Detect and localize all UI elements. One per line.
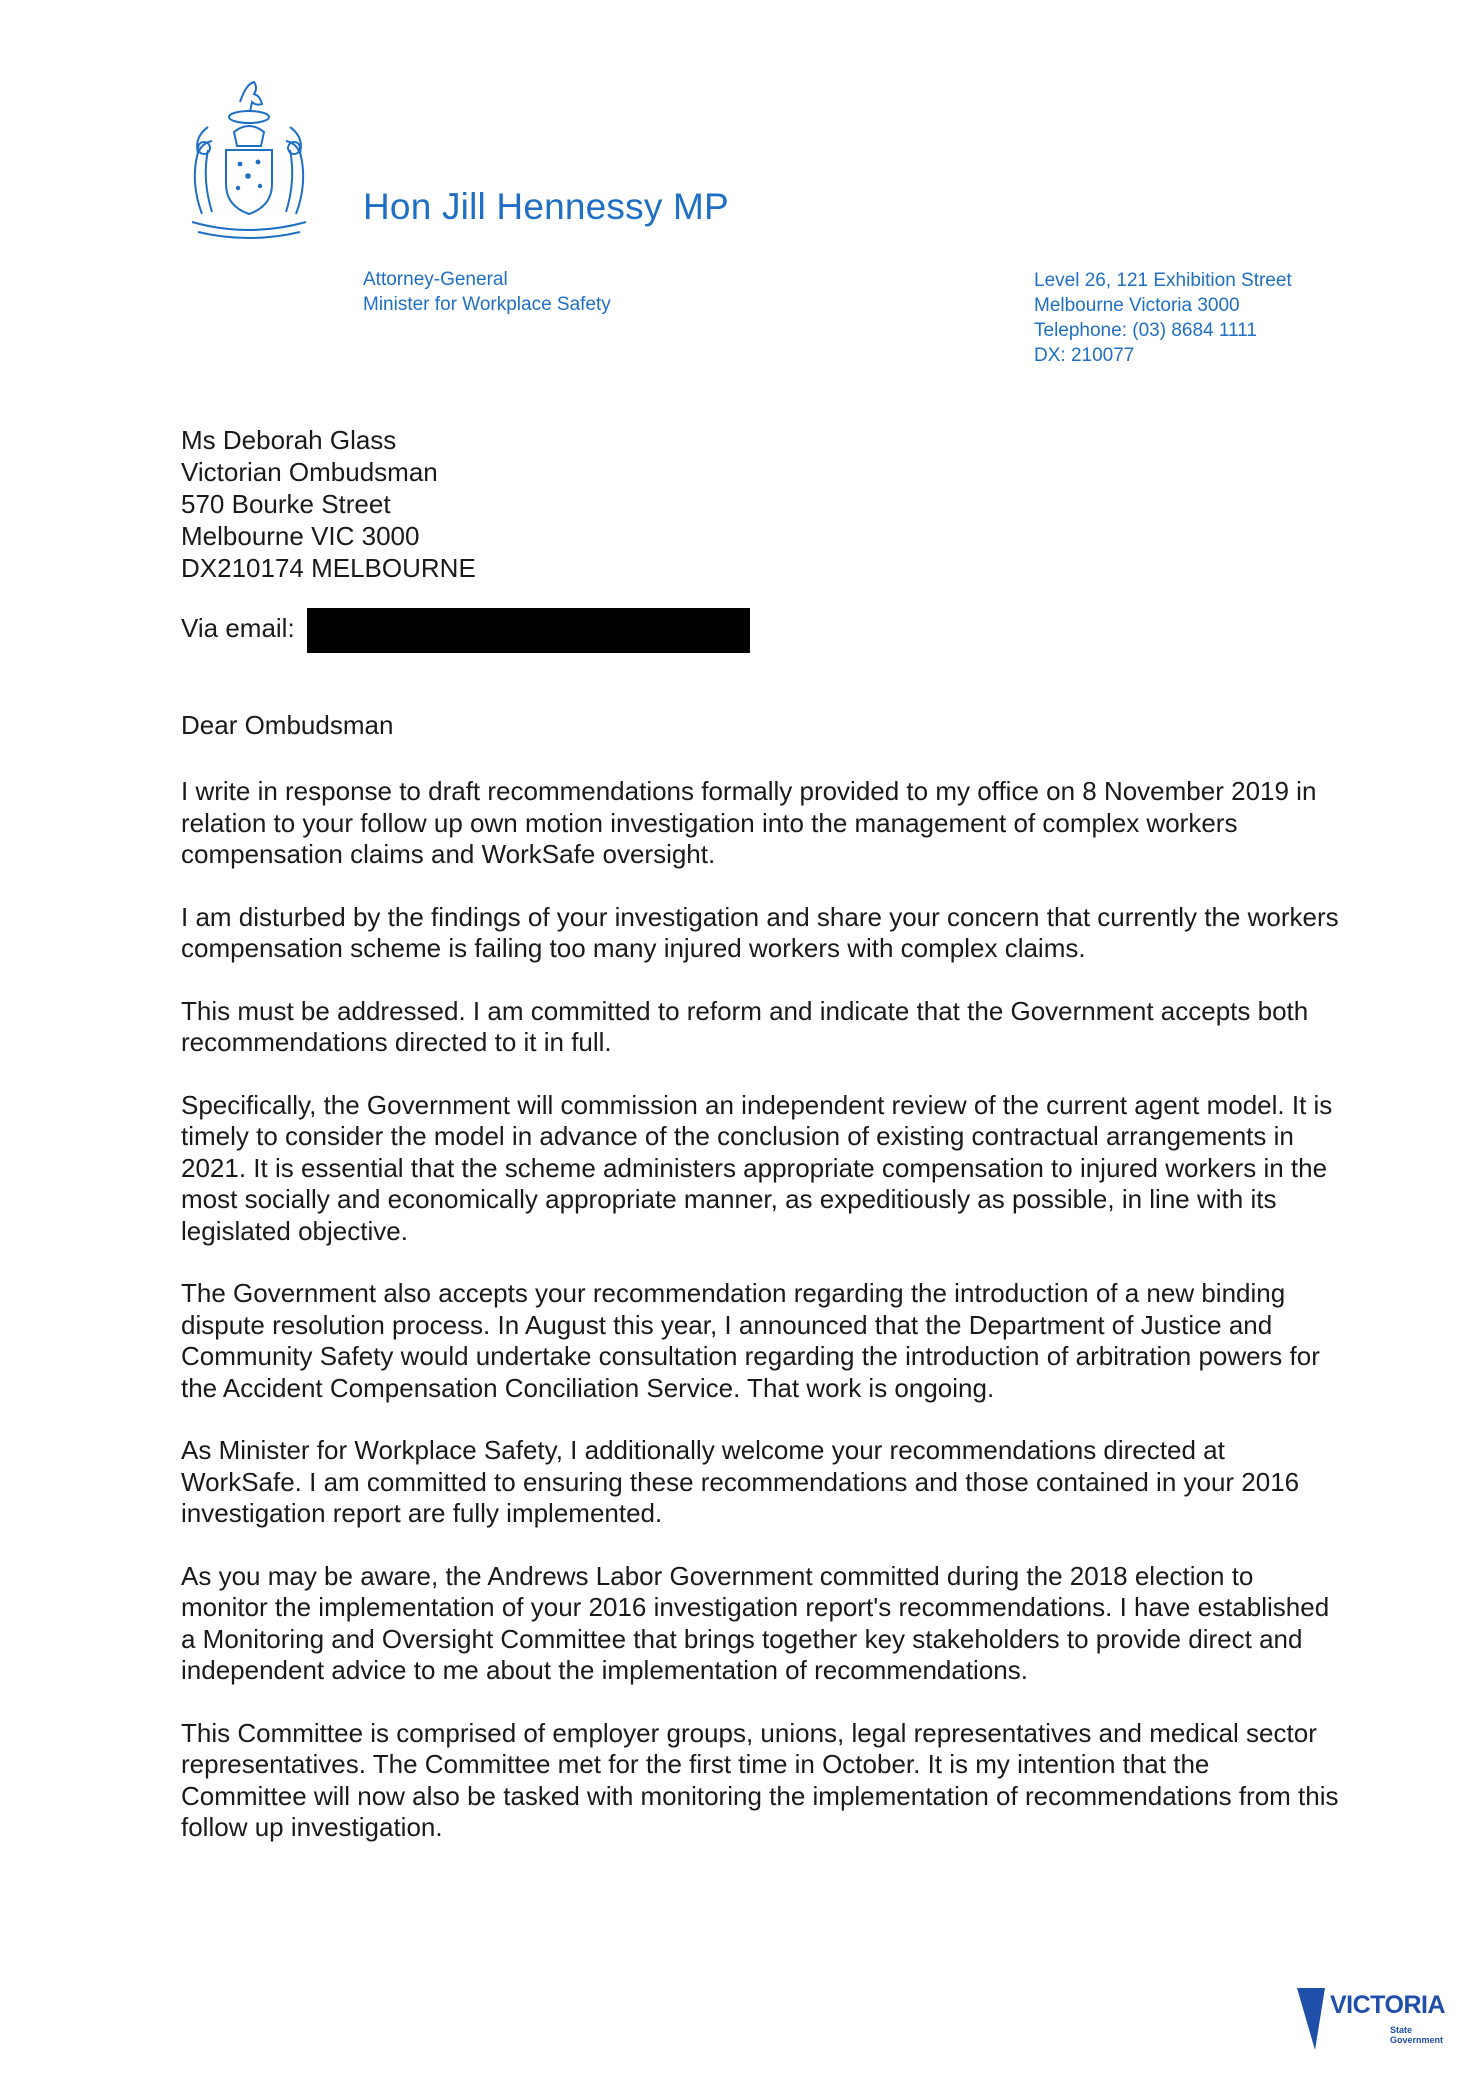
minister-name: Hon Jill Hennessy MP xyxy=(363,186,729,227)
role-line: Minister for Workplace Safety xyxy=(363,294,611,315)
victoria-logo-sub-line: State xyxy=(1390,2025,1413,2035)
body-paragraph: This Committee is comprised of employer groups, unions, legal representatives and medical sector representatives. The Committee met for the first time in October. It is my intention that the Committee will now also be tasked with monitoring the implementation of recommendations from this follow up investigation. xyxy=(181,1717,1339,1842)
recipient-line: DX210174 MELBOURNE xyxy=(181,553,476,583)
recipient-line: 570 Bourke Street xyxy=(181,489,391,519)
minister-roles xyxy=(363,267,611,317)
body-paragraph: As Minister for Workplace Safety, I additionally welcome your recommendations directed at WorkSafe. I am committed to ensuring these recommendations and those contained in your 2016 investigation report are fully implemented. xyxy=(181,1435,1300,1528)
recipient-address xyxy=(181,424,476,584)
victoria-logo-sub-line: Government xyxy=(1390,2035,1444,2045)
body-paragraph: I write in response to draft recommendations formally provided to my office on 8 November 2019 in relation to your follow up own motion investigation into the management of complex workers compensation claims and WorkSafe oversight. xyxy=(181,776,1317,869)
via-email-label: Via email: xyxy=(181,613,295,643)
recipient-line: Victorian Ombudsman xyxy=(181,457,438,487)
victoria-logo-word: VICTORIA xyxy=(1330,1991,1445,2019)
letter-body xyxy=(181,776,1341,1875)
body-paragraph: The Government also accepts your recommendation regarding the introduction of a new binding dispute resolution process. In August this year, I announced that the Department of Justice and Community Safety would undertake consultation regarding the introduction of arbitration powers for the Accident Compensation Conciliation Service. That work is ongoing. xyxy=(181,1278,1320,1403)
body-paragraph: This must be addressed. I am committed to reform and indicate that the Government accepts both recommendations directed to it in full. xyxy=(181,995,1309,1057)
office-address xyxy=(1034,268,1292,368)
redacted-email xyxy=(307,608,750,653)
victoria-logo-sub xyxy=(1390,2025,1443,2045)
office-address-line: Level 26, 121 Exhibition Street xyxy=(1034,270,1292,291)
office-telephone: Telephone: (03) 8684 1111 xyxy=(1034,320,1257,341)
body-paragraph: I am disturbed by the findings of your investigation and share your concern that currently the workers compensation scheme is failing too many injured workers with complex claims. xyxy=(181,901,1339,963)
office-address-line: Melbourne Victoria 3000 xyxy=(1034,295,1240,316)
salutation: Dear Ombudsman xyxy=(181,710,394,740)
body-paragraph: Specifically, the Government will commission an independent review of the current agent model. It is timely to consider the model in advance of the conclusion of existing contractual arrangements in 2021. It is essential that the scheme administers appropriate compensation to injured workers in the most socially and economically appropriate manner, as expeditiously as possible, in line with its legislated objective. xyxy=(181,1089,1333,1246)
body-paragraph: As you may be aware, the Andrews Labor Government committed during the 2018 election to monitor the implementation of your 2016 investigation report's recommendations. I have established a Monitoring and Oversight Committee that brings together key stakeholders to provide direct and independent advice to me about the implementation of recommendations. xyxy=(181,1560,1330,1685)
coat-of-arms-icon xyxy=(178,72,320,244)
recipient-line: Ms Deborah Glass xyxy=(181,425,397,455)
role-line: Attorney-General xyxy=(363,269,508,290)
office-dx: DX: 210077 xyxy=(1034,345,1135,366)
recipient-line: Melbourne VIC 3000 xyxy=(181,521,420,551)
